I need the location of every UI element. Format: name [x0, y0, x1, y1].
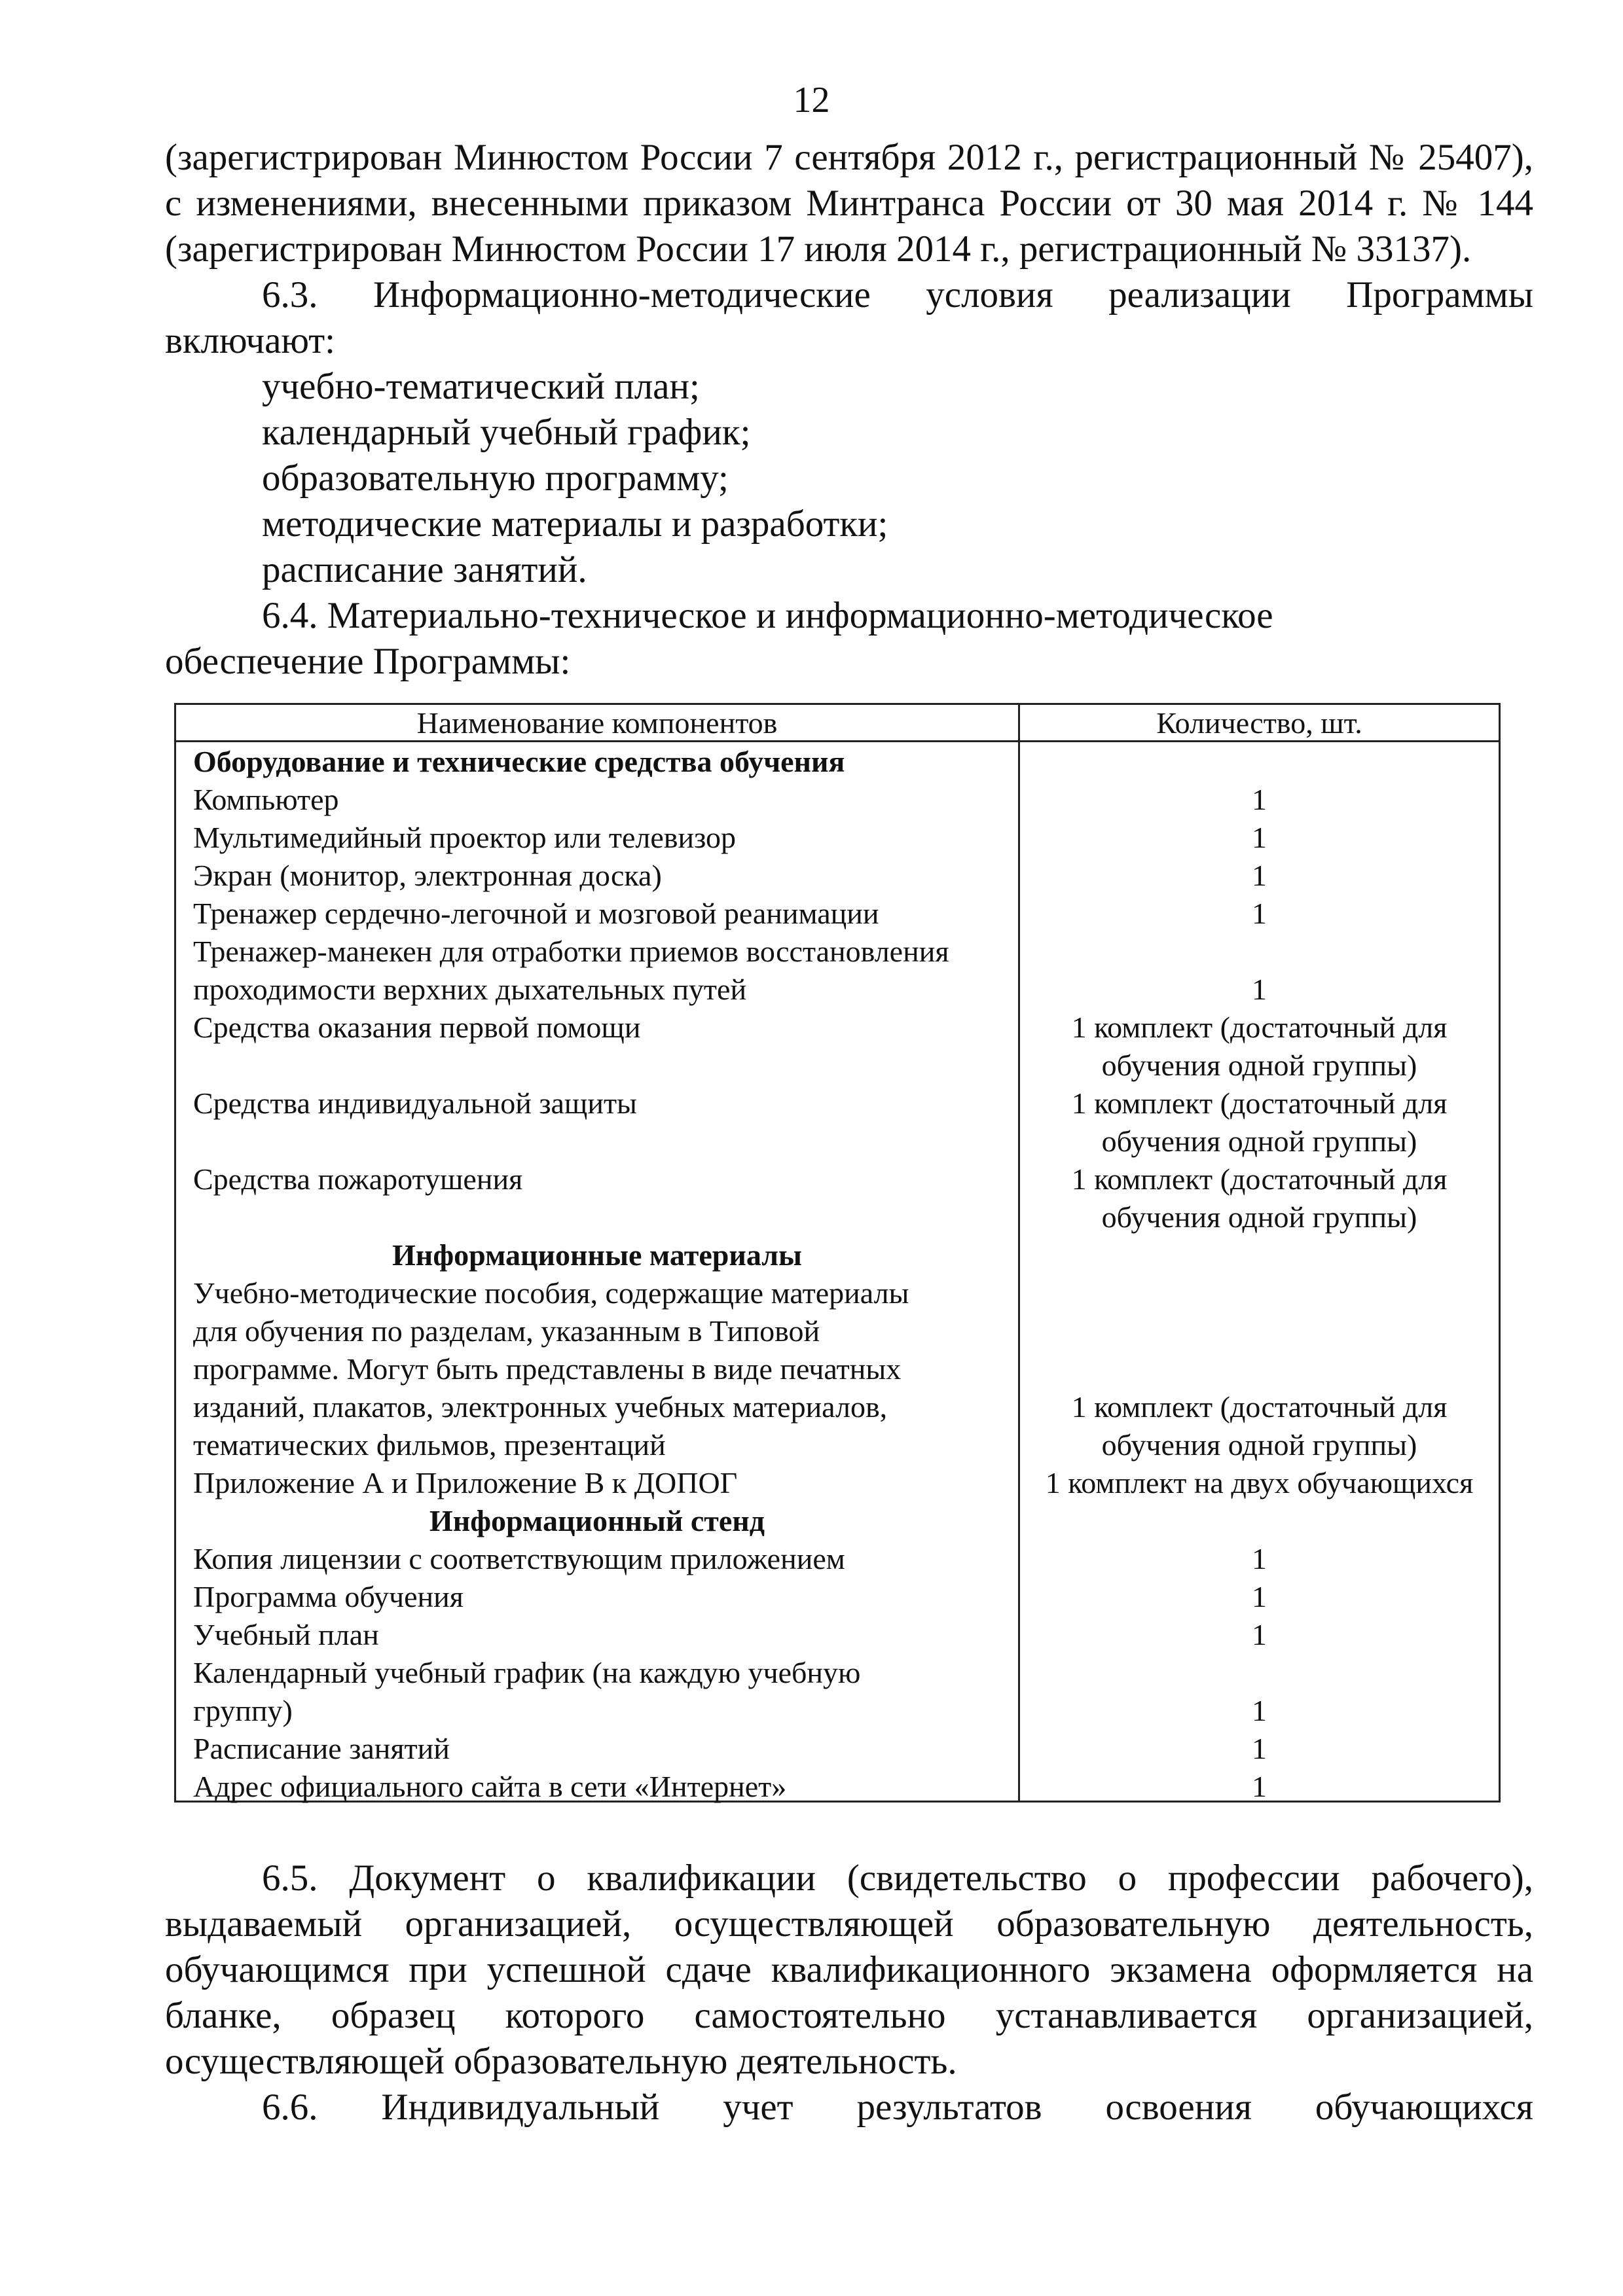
list-item: расписание занятий.: [262, 549, 587, 590]
intro-line: (зарегистрирован Минюстом России 17 июля 2014 г., регистрационный № 33137).: [165, 228, 1472, 270]
list-item: календарный учебный график;: [262, 412, 751, 453]
column-header-quantity: Количество, шт.: [1156, 706, 1362, 740]
table-cell-name: Средства оказания первой помощи: [193, 1011, 641, 1044]
table-cell-name: проходимости верхних дыхательных путей: [193, 973, 747, 1006]
table-cell-quantity: 1: [1252, 1542, 1267, 1575]
section-6-3-heading: 6.3. Информационно-методические условия реализации Программы: [262, 274, 1533, 315]
table-cell-name: Учебный план: [193, 1618, 379, 1651]
section-6-5-line: бланке, образец которого самостоятельно устанавливается организацией,: [165, 1995, 1533, 2036]
table-cell-quantity: 1: [1252, 1770, 1267, 1803]
table-cell-name: Учебно-методические пособия, содержащие материалы: [193, 1276, 909, 1310]
table-cell-name: для обучения по разделам, указанным в Типовой: [193, 1314, 820, 1348]
table-cell-quantity: 1 комплект (достаточный для: [1071, 1390, 1448, 1424]
section-6-6-line: 6.6. Индивидуальный учет результатов освоения обучающихся: [262, 2087, 1533, 2128]
table-cell-name: группу): [193, 1694, 293, 1727]
table-cell-name: Компьютер: [193, 783, 339, 816]
table-section-heading: Информационные материалы: [392, 1238, 802, 1272]
table-cell-name: Адрес официального сайта в сети «Интернет»: [193, 1770, 787, 1803]
table-cell-name: Календарный учебный график (на каждую учебную: [193, 1656, 861, 1689]
table-cell-quantity: 1: [1252, 783, 1267, 816]
table-cell-quantity: 1: [1252, 821, 1267, 854]
table-cell-name: программе. Могут быть представлены в виде печатных: [193, 1352, 902, 1386]
table-cell-name: Средства пожаротушения: [193, 1162, 523, 1196]
table-cell-quantity: 1: [1252, 1580, 1267, 1613]
table-cell-quantity: 1: [1252, 859, 1267, 892]
table-cell-quantity: 1 комплект (достаточный для: [1071, 1086, 1448, 1120]
table-cell-quantity: обучения одной группы): [1101, 1124, 1417, 1158]
table-cell-quantity: 1 комплект на двух обучающихся: [1045, 1466, 1474, 1499]
section-6-5-line: выдаваемый организацией, осуществляющей образовательную деятельность,: [165, 1903, 1533, 1945]
table-cell-quantity: 1: [1252, 1732, 1267, 1765]
table-section-heading: Информационный стенд: [429, 1504, 765, 1537]
page-number: 12: [793, 80, 830, 120]
table-cell-name: Мультимедийный проектор или телевизор: [193, 821, 736, 854]
table-cell-quantity: 1 комплект (достаточный для: [1071, 1162, 1448, 1196]
section-6-5-line: 6.5. Документ о квалификации (свидетельство о профессии рабочего),: [262, 1857, 1533, 1899]
equipment-table: [174, 703, 1501, 1803]
header-divider: [176, 740, 1499, 742]
table-cell-quantity: обучения одной группы): [1101, 1200, 1417, 1234]
list-item: образовательную программу;: [262, 457, 729, 499]
table-cell-quantity: обучения одной группы): [1101, 1049, 1417, 1082]
intro-line: (зарегистрирован Минюстом России 7 сентября 2012 г., регистрационный № 25407),: [165, 137, 1533, 178]
list-item: учебно-тематический план;: [262, 366, 700, 407]
table-cell-quantity: 1: [1252, 1618, 1267, 1651]
table-cell-name: Тренажер сердечно-легочной и мозговой реанимации: [193, 897, 879, 930]
section-6-3-continued: включают:: [165, 320, 336, 361]
table-cell-name: Приложение А и Приложение В к ДОПОГ: [193, 1466, 738, 1499]
section-6-4-heading: 6.4. Материально-техническое и информационно-методическое: [262, 595, 1273, 636]
table-cell-name: Расписание занятий: [193, 1732, 450, 1765]
table-cell-quantity: 1: [1252, 1694, 1267, 1727]
table-cell-name: Средства индивидуальной защиты: [193, 1086, 637, 1120]
table-cell-name: Копия лицензии с соответствующим приложением: [193, 1542, 845, 1575]
table-section-heading: Оборудование и технические средства обучения: [193, 745, 845, 778]
intro-line: с изменениями, внесенными приказом Минтранса России от 30 мая 2014 г. № 144: [165, 183, 1533, 224]
table-cell-name: Программа обучения: [193, 1580, 464, 1613]
table-cell-quantity: 1 комплект (достаточный для: [1071, 1011, 1448, 1044]
section-6-5-line: обучающимся при успешной сдаче квалификационного экзамена оформляется на: [165, 1949, 1533, 1990]
table-cell-name: Тренажер-манекен для отработки приемов восстановления: [193, 935, 949, 968]
table-cell-name: изданий, плакатов, электронных учебных материалов,: [193, 1390, 888, 1424]
table-cell-quantity: обучения одной группы): [1101, 1428, 1417, 1462]
table-cell-name: Экран (монитор, электронная доска): [193, 859, 662, 892]
table-cell-quantity: 1: [1252, 973, 1267, 1006]
section-6-5-line: осуществляющей образовательную деятельность.: [165, 2041, 957, 2082]
column-header-name: Наименование компонентов: [416, 706, 778, 740]
table-cell-name: тематических фильмов, презентаций: [193, 1428, 666, 1462]
list-item: методические материалы и разработки;: [262, 503, 888, 545]
table-cell-quantity: 1: [1252, 897, 1267, 930]
section-6-4-continued: обеспечение Программы:: [165, 641, 571, 682]
